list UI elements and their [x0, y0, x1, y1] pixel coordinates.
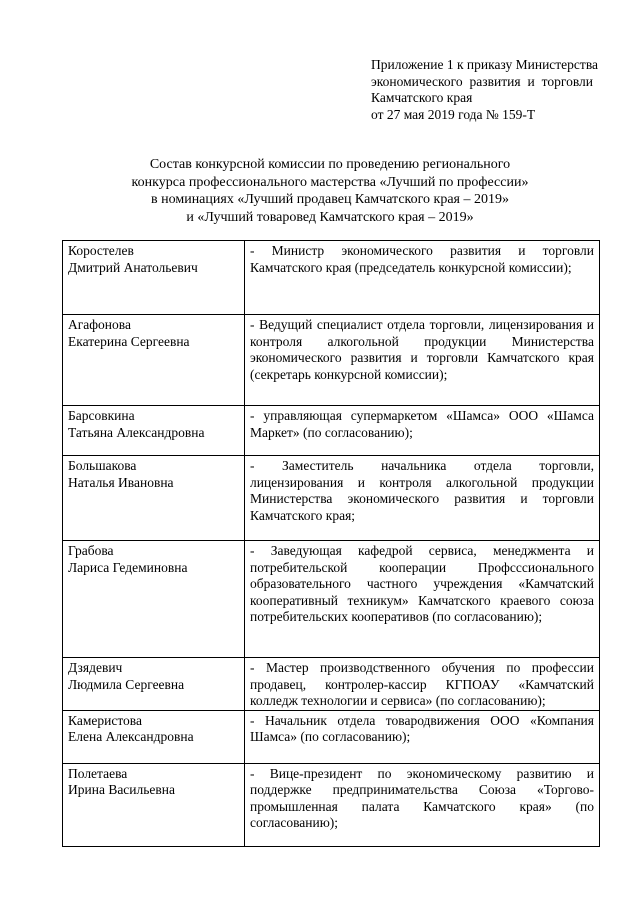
member-role: - Начальник отдела товародвижения ООО «Компания Шамса» (по согласованию); — [245, 710, 600, 763]
member-surname: Барсовкина — [68, 408, 135, 423]
member-name-cell — [63, 315, 245, 406]
member-role: - Мастер производственного обучения по профессии продавец, контролер-кассир КГПОАУ «Камчатский колледж технологии и сервиса» (по согласованию); — [245, 658, 600, 711]
member-surname: Коростелев — [68, 243, 134, 258]
table-row — [63, 456, 600, 541]
member-surname: Дзядевич — [68, 660, 123, 675]
member-role: - Заведующая кафедрой сервиса, менеджмента и потребительской кооперации Профсcсионального образовательного частного учреждения «Камчатский кооперативный техникум» Камчатского краевого союза потребительских кооперативов (по согласованию); — [245, 541, 600, 658]
document-title — [60, 156, 600, 226]
member-given-names: Елена Александровна — [68, 729, 194, 744]
member-given-names: Людмила Сергеевна — [68, 676, 185, 692]
table-row — [63, 658, 600, 711]
annex-line-2: экономического развития и торговли — [371, 73, 593, 89]
annex-note — [371, 57, 599, 123]
table-row — [63, 406, 600, 456]
title-line-4: и «Лучший товаровед Камчатского края – 2019» — [186, 209, 474, 225]
annex-line-3: Камчатского края — [371, 90, 473, 105]
title-line-3: в номинациях «Лучший продавец Камчатского края – 2019» — [151, 192, 509, 207]
table-row — [63, 710, 600, 763]
member-name-cell — [63, 763, 245, 846]
member-name-cell — [63, 541, 245, 658]
member-role: - Министр экономического развития и торговли Камчатского края (председатель конкурсной комиссии); — [245, 241, 600, 315]
table-row — [63, 763, 600, 846]
member-name-cell — [63, 241, 245, 315]
member-name-cell — [63, 710, 245, 763]
member-given-names: Ирина Васильевна — [68, 782, 176, 797]
member-surname: Грабова — [68, 543, 114, 558]
annex-line-4: от 27 мая 2019 года № 159-Т — [371, 106, 536, 122]
member-surname: Полетаева — [68, 765, 128, 781]
member-surname: Камеристова — [68, 712, 142, 728]
member-given-names: Татьяна Александровна — [68, 424, 205, 440]
member-role: - Ведущий специалист отдела торговли, лицензирования и контроля алкогольной продукции Министерства экономического развития и торговли Камчатского края (секретарь конкурсной комиссии); — [245, 315, 600, 406]
table-row — [63, 541, 600, 658]
member-given-names: Лариса Гедеминовна — [68, 559, 188, 575]
table-row — [63, 315, 600, 406]
member-surname: Агафонова — [68, 317, 131, 332]
member-name-cell — [63, 658, 245, 711]
annex-line-1: Приложение 1 к приказу Министерства — [371, 57, 599, 72]
member-given-names: Екатерина Сергеевна — [68, 333, 190, 349]
title-line-2: конкурса профессионального мастерства «Лучший по профессии» — [131, 174, 529, 190]
member-name-cell — [63, 456, 245, 541]
member-role: - Вице-президент по экономическому развитию и поддержке предпринимательства Союза «Торгово-промышленная палата Камчатского края» (по согласованию); — [245, 763, 600, 846]
member-given-names: Наталья Ивановна — [68, 474, 174, 490]
title-line-1: Состав конкурсной комиссии по проведению регионального — [149, 157, 511, 172]
member-role: - Заместитель начальника отдела торговли, лицензирования и контроля алкогольной продукции Министерства экономического развития и торговли Камчатского края; — [245, 456, 600, 541]
commission-members-table — [62, 240, 600, 847]
member-surname: Большакова — [68, 458, 137, 473]
member-name-cell — [63, 406, 245, 456]
table-row — [63, 241, 600, 315]
member-role: - управляющая супермаркетом «Шамса» ООО «Шамса Маркет» (по согласованию); — [245, 406, 600, 456]
member-given-names: Дмитрий Анатольевич — [68, 259, 198, 275]
